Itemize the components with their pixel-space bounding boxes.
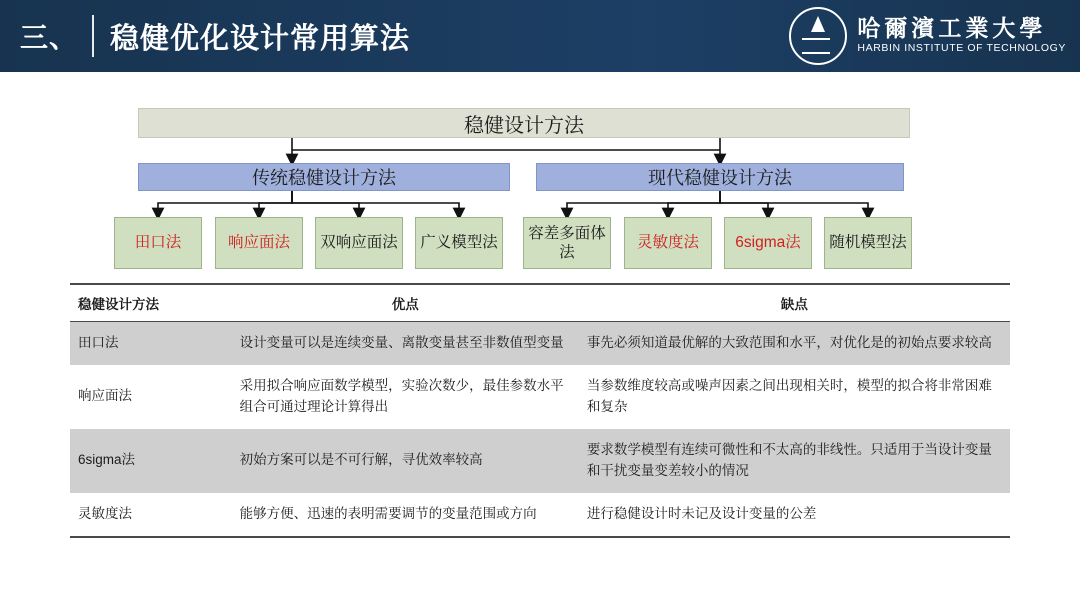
slide-header [0, 0, 1080, 72]
header-content [0, 0, 1080, 72]
table-row [70, 429, 1010, 493]
university-name-cn: 哈爾濱工業大學 [857, 15, 1047, 41]
cell-method: 响应面法 [70, 365, 232, 429]
university-logo [789, 8, 1066, 64]
table-header-row [70, 284, 1010, 322]
diagram-leaf-generalized-model: 广义模型法 [415, 217, 503, 269]
table-row [70, 493, 1010, 537]
diagram-leaf-stochastic-model: 随机模型法 [824, 217, 912, 269]
method-tree-diagram [0, 72, 1080, 272]
cell-method: 6sigma法 [70, 429, 232, 493]
cell-cons: 要求数学模型有连续可微性和不太高的非线性。只适用于当设计变量和干扰变量变差较小的情况 [579, 429, 1010, 493]
cell-cons: 当参数维度较高或噪声因素之间出现相关时，模型的拟合将非常困难和复杂 [579, 365, 1010, 429]
cell-pros: 设计变量可以是连续变量、离散变量甚至非数值型变量 [232, 322, 579, 365]
diagram-leaf-tolerance-polyhedron: 容差多面体法 [523, 217, 611, 269]
university-emblem-icon [789, 7, 847, 65]
cell-cons: 进行稳健设计时未记及设计变量的公差 [579, 493, 1010, 537]
diagram-leaf-dual-response-surface: 双响应面法 [315, 217, 403, 269]
section-number: 三、 [20, 22, 79, 53]
header-divider [92, 15, 94, 57]
table-body [70, 322, 1010, 537]
comparison-table [70, 283, 1010, 538]
cell-cons: 事先必须知道最优解的大致范围和水平，对优化是的初始点要求较高 [579, 322, 1010, 365]
table-header-cons: 缺点 [579, 284, 1010, 322]
cell-pros: 初始方案可以是不可行解，寻优效率较高 [232, 429, 579, 493]
table-row [70, 322, 1010, 365]
table-head [70, 284, 1010, 322]
table-header-pros: 优点 [232, 284, 579, 322]
diagram-leaf-taguchi: 田口法 [114, 217, 202, 269]
university-logo-text [857, 16, 1066, 56]
diagram-leaf-response-surface: 响应面法 [215, 217, 303, 269]
table-header-method: 稳健设计方法 [70, 284, 232, 322]
diagram-branch-traditional: 传统稳健设计方法 [138, 163, 510, 191]
cell-pros: 能够方便、迅速的表明需要调节的变量范围或方向 [232, 493, 579, 537]
cell-method: 田口法 [70, 322, 232, 365]
university-name-en: HARBIN INSTITUTE OF TECHNOLOGY [857, 42, 1066, 55]
table-row [70, 365, 1010, 429]
diagram-leaf-sensitivity: 灵敏度法 [624, 217, 712, 269]
cell-pros: 采用拟合响应面数学模型，实验次数少，最佳参数水平组合可通过理论计算得出 [232, 365, 579, 429]
page-title: 稳健优化设计常用算法 [110, 22, 411, 55]
cell-method: 灵敏度法 [70, 493, 232, 537]
diagram-leaf-6sigma: 6sigma法 [724, 217, 812, 269]
diagram-branch-modern: 现代稳健设计方法 [536, 163, 904, 191]
comparison-table-wrapper [70, 283, 1010, 538]
diagram-root-node: 稳健设计方法 [138, 108, 910, 138]
